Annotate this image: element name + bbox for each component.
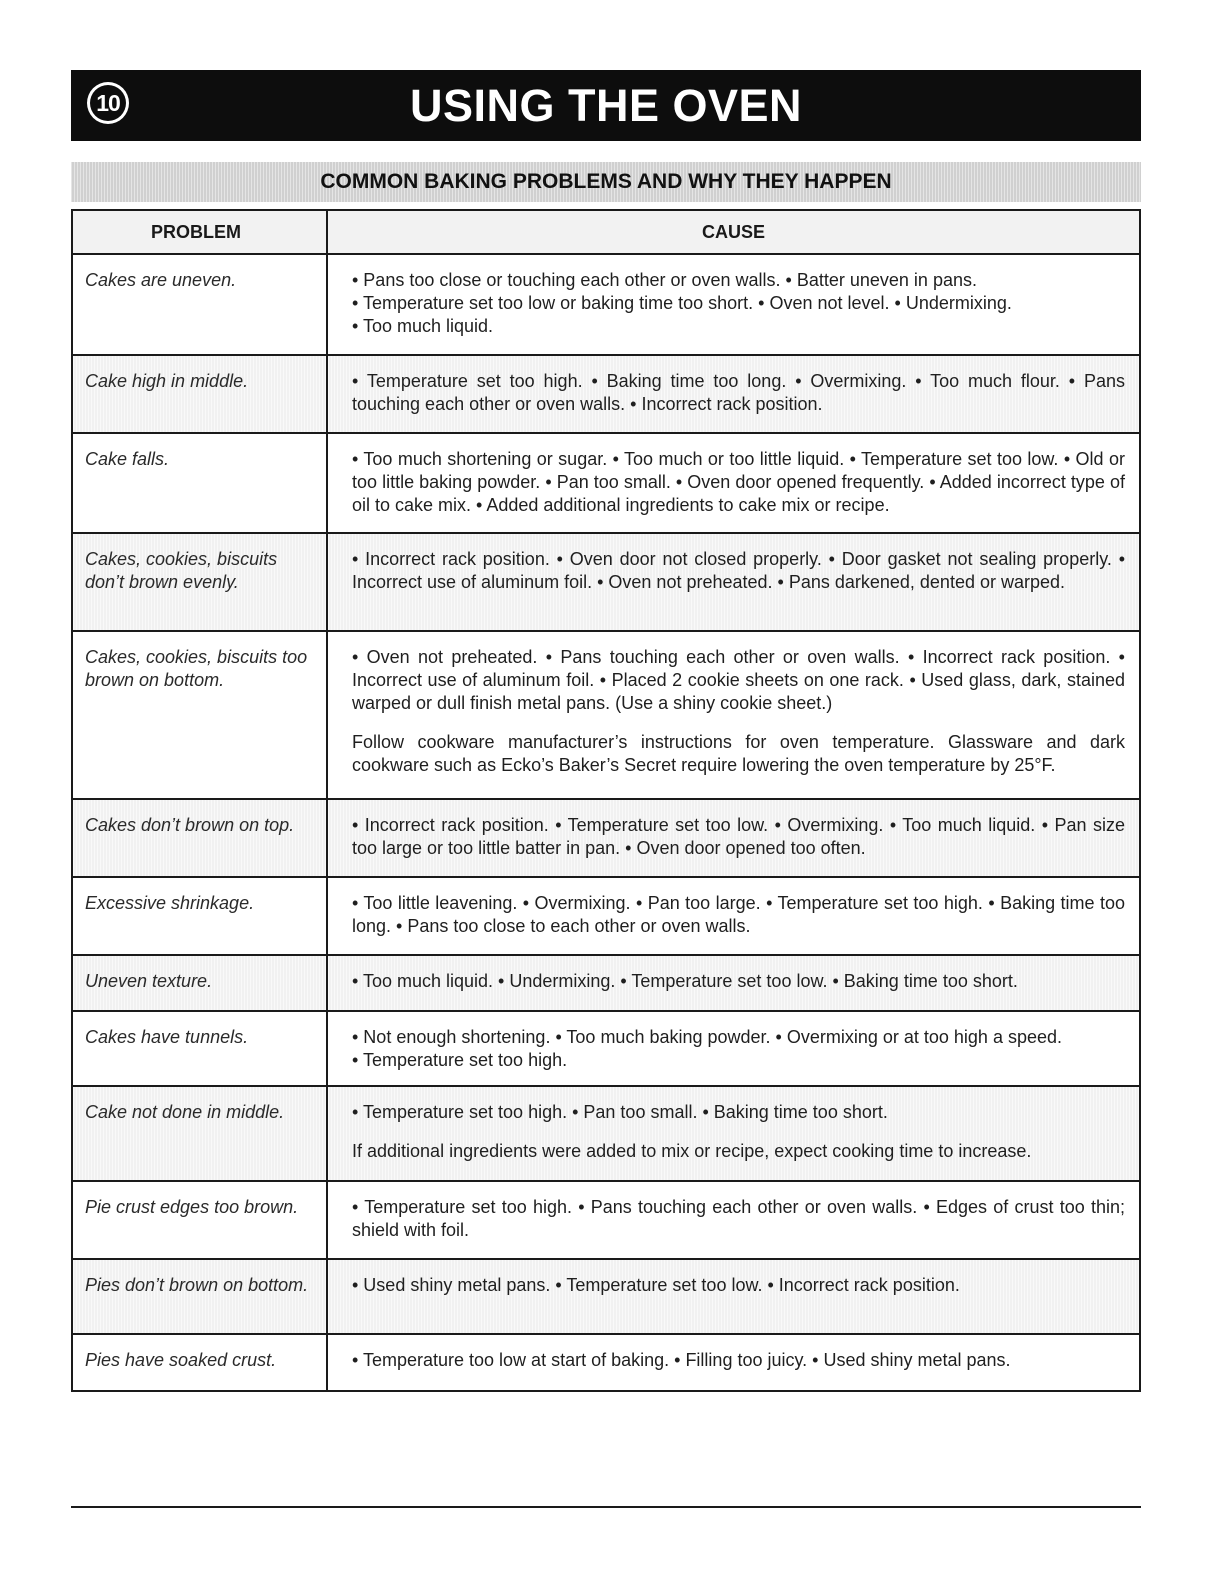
cause-text: • Too much shortening or sugar. • Too much or too little liquid. • Temperature set too low. • Old or too little baking powder. • Pan too small. • Oven door opened frequently. • Added incorrect type of oil to cake mix. • Added additional ingredients to cake mix or recipe. — [352, 449, 1125, 515]
table-row — [72, 1259, 1140, 1334]
cause-text: • Temperature set too high. • Baking time too long. • Overmixing. • Too much flour. • Pans touching each other or oven walls. • Incorrect rack position. — [352, 371, 1125, 414]
table-row — [72, 799, 1140, 877]
cause-text: • Temperature set too high. • Pan too small. • Baking time too short. — [352, 1102, 888, 1122]
cause-text: • Oven not preheated. • Pans touching each other or oven walls. • Incorrect rack position. • Incorrect use of aluminum foil. • Placed 2 cookie sheets on one rack. • Used glass, dark, stained warped or dull finish metal pans. (Use a shiny cookie sheet.) — [352, 647, 1125, 713]
cause-cell — [327, 631, 1140, 799]
cause-text: • Incorrect rack position. • Oven door not closed properly. • Door gasket not sealing properly. • Incorrect use of aluminum foil. • Oven not preheated. • Pans darkened, dented or warped. — [352, 549, 1125, 592]
table-header-row — [72, 210, 1140, 254]
section-subtitle: COMMON BAKING PROBLEMS AND WHY THEY HAPPEN — [71, 162, 1141, 202]
cause-cell — [327, 1086, 1140, 1181]
table-row — [72, 1181, 1140, 1259]
problem-cell: Cake falls. — [72, 433, 327, 533]
table-row — [72, 355, 1140, 433]
cause-cell — [327, 799, 1140, 877]
problem-cell: Uneven texture. — [72, 955, 327, 1011]
table-row — [72, 254, 1140, 355]
problem-cell: Pies don’t brown on bottom. — [72, 1259, 327, 1334]
cause-text: • Not enough shortening. • Too much baking powder. • Overmixing or at too high a speed. • Temperature set too high. — [352, 1027, 1062, 1070]
table-row — [72, 433, 1140, 533]
cause-text: If additional ingredients were added to mix or recipe, expect cooking time to increase. — [352, 1141, 1032, 1161]
cause-cell — [327, 1011, 1140, 1086]
problem-cell: Cakes are uneven. — [72, 254, 327, 355]
problem-cell: Cakes don’t brown on top. — [72, 799, 327, 877]
table-row — [72, 877, 1140, 955]
column-header-cause: CAUSE — [327, 210, 1140, 254]
cause-cell — [327, 1181, 1140, 1259]
cause-text: • Temperature set too high. • Pans touching each other or oven walls. • Edges of crust too thin; shield with foil. — [352, 1197, 1125, 1240]
cause-cell — [327, 955, 1140, 1011]
cause-text: Follow cookware manufacturer’s instructions for oven temperature. Glassware and dark cookware such as Ecko’s Baker’s Secret require lowering the oven temperature by 25°F. — [352, 732, 1125, 775]
problem-cell: Cake high in middle. — [72, 355, 327, 433]
cause-cell — [327, 1259, 1140, 1334]
problem-cell: Cakes have tunnels. — [72, 1011, 327, 1086]
footer-divider — [71, 1506, 1141, 1508]
cause-text: • Incorrect rack position. • Temperature set too low. • Overmixing. • Too much liquid. • Pan size too large or too little batter in pan. • Oven door opened too often. — [352, 815, 1125, 858]
table-row — [72, 955, 1140, 1011]
cause-cell — [327, 533, 1140, 631]
cause-cell — [327, 355, 1140, 433]
problem-cell: Cake not done in middle. — [72, 1086, 327, 1181]
cause-text: • Too little leavening. • Overmixing. • Pan too large. • Temperature set too high. • Baking time too long. • Pans too close to each other or oven walls. — [352, 893, 1125, 936]
page-title: USING THE OVEN — [409, 80, 803, 131]
cause-cell — [327, 1334, 1140, 1391]
problem-cell: Excessive shrinkage. — [72, 877, 327, 955]
table-row — [72, 533, 1140, 631]
problem-cell: Cakes, cookies, biscuits don’t brown evenly. — [72, 533, 327, 631]
table-row — [72, 1086, 1140, 1181]
table-body — [72, 254, 1140, 1391]
section-number: 10 — [90, 85, 126, 121]
cause-text: • Used shiny metal pans. • Temperature set too low. • Incorrect rack position. — [352, 1275, 960, 1295]
baking-problems-table — [71, 209, 1141, 1392]
cause-text: • Pans too close or touching each other or oven walls. • Batter uneven in pans. • Temperature set too low or baking time too short. • Oven not level. • Undermixing. • Too much liquid. — [352, 270, 1012, 336]
problem-cell: Cakes, cookies, biscuits too brown on bottom. — [72, 631, 327, 799]
cause-cell — [327, 433, 1140, 533]
cause-cell — [327, 254, 1140, 355]
problem-cell: Pie crust edges too brown. — [72, 1181, 327, 1259]
problem-cell: Pies have soaked crust. — [72, 1334, 327, 1391]
column-header-problem: PROBLEM — [72, 210, 327, 254]
cause-cell — [327, 877, 1140, 955]
section-banner — [71, 70, 1141, 141]
cause-text: • Too much liquid. • Undermixing. • Temperature set too low. • Baking time too short. — [352, 971, 1018, 991]
cause-text: • Temperature too low at start of baking. • Filling too juicy. • Used shiny metal pans. — [352, 1350, 1011, 1370]
table-row — [72, 631, 1140, 799]
table-row — [72, 1011, 1140, 1086]
table-row — [72, 1334, 1140, 1391]
